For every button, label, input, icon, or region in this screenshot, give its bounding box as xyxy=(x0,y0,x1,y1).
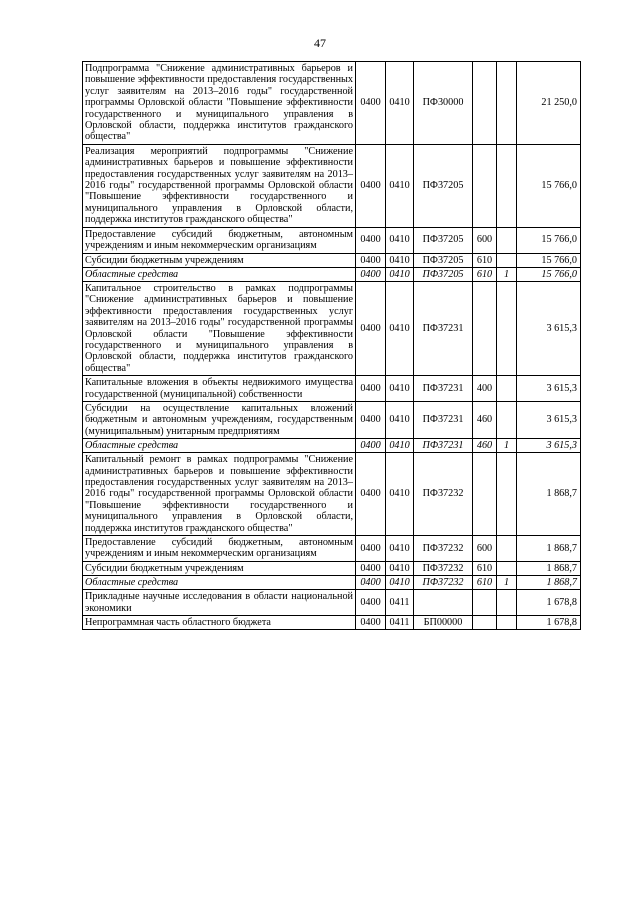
section-code-cell: 0400 xyxy=(356,439,386,453)
table-row xyxy=(83,376,581,402)
subsection-code-cell: 0411 xyxy=(386,616,414,630)
table-row xyxy=(83,144,581,227)
expense-type-cell xyxy=(473,616,497,630)
section-code-cell: 0400 xyxy=(356,576,386,590)
section-code-cell: 0400 xyxy=(356,401,386,438)
funding-source-cell xyxy=(497,376,517,402)
funding-source-cell xyxy=(497,590,517,616)
row-name-cell: Областные средства xyxy=(83,267,356,281)
target-article-cell: ПФ37232 xyxy=(414,453,473,536)
row-name-cell: Областные средства xyxy=(83,439,356,453)
subsection-code-cell: 0410 xyxy=(386,227,414,253)
subsection-code-cell: 0410 xyxy=(386,253,414,267)
expense-type-cell: 610 xyxy=(473,561,497,575)
section-code-cell: 0400 xyxy=(356,227,386,253)
section-code-cell: 0400 xyxy=(356,62,386,145)
funding-source-cell xyxy=(497,144,517,227)
funding-source-cell xyxy=(497,561,517,575)
table-row xyxy=(83,590,581,616)
section-code-cell: 0400 xyxy=(356,281,386,375)
target-article-cell: ПФ37232 xyxy=(414,536,473,562)
section-code-cell: 0400 xyxy=(356,376,386,402)
amount-cell: 1 868,7 xyxy=(517,453,581,536)
section-code-cell: 0400 xyxy=(356,536,386,562)
target-article-cell: ПФ37232 xyxy=(414,576,473,590)
row-name-cell: Непрограммная часть областного бюджета xyxy=(83,616,356,630)
amount-cell: 3 615,3 xyxy=(517,439,581,453)
section-code-cell: 0400 xyxy=(356,561,386,575)
subsection-code-cell: 0410 xyxy=(386,401,414,438)
section-code-cell: 0400 xyxy=(356,267,386,281)
funding-source-cell: 1 xyxy=(497,267,517,281)
row-name-cell: Субсидии на осуществление капитальных вложений бюджетным и автономным учреждениям, государственным (муниципальным) унитарным предприятиям xyxy=(83,401,356,438)
table-row xyxy=(83,401,581,438)
row-name-cell: Капитальные вложения в объекты недвижимого имущества государственной (муниципальной) собственности xyxy=(83,376,356,402)
subsection-code-cell: 0410 xyxy=(386,281,414,375)
target-article-cell xyxy=(414,590,473,616)
section-code-cell: 0400 xyxy=(356,590,386,616)
row-name-cell: Подпрограмма "Снижение административных барьеров и повышение эффективности предоставления государственных услуг заявителям на 2013–2016 годы" государственной программы Орловской области "Повышение эффективности государственного и муниципального управления в Орловской области, поддержка институтов гражданского общества" xyxy=(83,62,356,145)
funding-source-cell xyxy=(497,453,517,536)
funding-source-cell xyxy=(497,253,517,267)
expense-type-cell: 610 xyxy=(473,576,497,590)
expense-type-cell xyxy=(473,453,497,536)
funding-source-cell xyxy=(497,62,517,145)
subsection-code-cell: 0410 xyxy=(386,561,414,575)
target-article-cell: БП00000 xyxy=(414,616,473,630)
amount-cell: 1 868,7 xyxy=(517,536,581,562)
expense-type-cell: 610 xyxy=(473,267,497,281)
subsection-code-cell: 0410 xyxy=(386,267,414,281)
subsection-code-cell: 0410 xyxy=(386,536,414,562)
subsection-code-cell: 0410 xyxy=(386,439,414,453)
table-row xyxy=(83,281,581,375)
target-article-cell: ПФ37205 xyxy=(414,144,473,227)
target-article-cell: ПФ37205 xyxy=(414,227,473,253)
table-row xyxy=(83,227,581,253)
target-article-cell: ПФ37232 xyxy=(414,561,473,575)
expense-type-cell xyxy=(473,281,497,375)
subsection-code-cell: 0410 xyxy=(386,376,414,402)
table-row xyxy=(83,536,581,562)
subsection-code-cell: 0411 xyxy=(386,590,414,616)
row-name-cell: Предоставление субсидий бюджетным, автономным учреждениям и иным некоммерческим организациям xyxy=(83,536,356,562)
table-row xyxy=(83,453,581,536)
row-name-cell: Областные средства xyxy=(83,576,356,590)
table-row xyxy=(83,253,581,267)
amount-cell: 3 615,3 xyxy=(517,281,581,375)
section-code-cell: 0400 xyxy=(356,616,386,630)
table-body xyxy=(83,62,581,630)
funding-source-cell xyxy=(497,401,517,438)
budget-table xyxy=(82,61,581,630)
amount-cell: 3 615,3 xyxy=(517,401,581,438)
subsection-code-cell: 0410 xyxy=(386,62,414,145)
expense-type-cell: 600 xyxy=(473,536,497,562)
expense-type-cell xyxy=(473,590,497,616)
row-name-cell: Субсидии бюджетным учреждениям xyxy=(83,561,356,575)
page-number: 47 xyxy=(314,36,326,50)
target-article-cell: ПФ37205 xyxy=(414,267,473,281)
table-row xyxy=(83,576,581,590)
row-name-cell: Реализация мероприятий подпрограммы "Снижение административных барьеров и повышение эффективности предоставления государственных услуг заявителям на 2013–2016 годы" государственной программы Орловской области "Повышение эффективности государственного и муниципального управления в Орловской области, поддержка институтов гражданского общества" xyxy=(83,144,356,227)
table-row xyxy=(83,267,581,281)
section-code-cell: 0400 xyxy=(356,253,386,267)
expense-type-cell xyxy=(473,144,497,227)
target-article-cell: ПФ37231 xyxy=(414,281,473,375)
funding-source-cell xyxy=(497,616,517,630)
amount-cell: 15 766,0 xyxy=(517,253,581,267)
funding-source-cell xyxy=(497,281,517,375)
target-article-cell: ПФ37231 xyxy=(414,376,473,402)
amount-cell: 1 868,7 xyxy=(517,561,581,575)
amount-cell: 1 678,8 xyxy=(517,590,581,616)
target-article-cell: ПФ37231 xyxy=(414,401,473,438)
amount-cell: 3 615,3 xyxy=(517,376,581,402)
table-row xyxy=(83,439,581,453)
funding-source-cell: 1 xyxy=(497,439,517,453)
target-article-cell: ПФ30000 xyxy=(414,62,473,145)
amount-cell: 1 868,7 xyxy=(517,576,581,590)
amount-cell: 15 766,0 xyxy=(517,227,581,253)
expense-type-cell: 460 xyxy=(473,439,497,453)
expense-type-cell: 600 xyxy=(473,227,497,253)
table-row xyxy=(83,561,581,575)
funding-source-cell xyxy=(497,536,517,562)
table-row xyxy=(83,62,581,145)
amount-cell: 15 766,0 xyxy=(517,144,581,227)
expense-type-cell: 400 xyxy=(473,376,497,402)
section-code-cell: 0400 xyxy=(356,144,386,227)
row-name-cell: Субсидии бюджетным учреждениям xyxy=(83,253,356,267)
target-article-cell: ПФ37231 xyxy=(414,439,473,453)
subsection-code-cell: 0410 xyxy=(386,144,414,227)
subsection-code-cell: 0410 xyxy=(386,576,414,590)
table-row xyxy=(83,616,581,630)
row-name-cell: Капитальное строительство в рамках подпрограммы "Снижение административных барьеров и повышение эффективности предоставления государственных услуг заявителям на 2013–2016 годы" государственной программы Орловской области "Повышение эффективности государственного и муниципального управления в Орловской области, поддержка институтов гражданского общества" xyxy=(83,281,356,375)
section-code-cell: 0400 xyxy=(356,453,386,536)
row-name-cell: Предоставление субсидий бюджетным, автономным учреждениям и иным некоммерческим организациям xyxy=(83,227,356,253)
amount-cell: 21 250,0 xyxy=(517,62,581,145)
expense-type-cell: 610 xyxy=(473,253,497,267)
funding-source-cell: 1 xyxy=(497,576,517,590)
row-name-cell: Прикладные научные исследования в области национальной экономики xyxy=(83,590,356,616)
amount-cell: 15 766,0 xyxy=(517,267,581,281)
expense-type-cell xyxy=(473,62,497,145)
funding-source-cell xyxy=(497,227,517,253)
row-name-cell: Капитальный ремонт в рамках подпрограммы "Снижение административных барьеров и повышение эффективности предоставления государственных услуг заявителям на 2013–2016 годы" государственной программы Орловской области "Повышение эффективности государственного и муниципального управления в Орловской области, поддержка институтов гражданского общества" xyxy=(83,453,356,536)
amount-cell: 1 678,8 xyxy=(517,616,581,630)
target-article-cell: ПФ37205 xyxy=(414,253,473,267)
expense-type-cell: 460 xyxy=(473,401,497,438)
subsection-code-cell: 0410 xyxy=(386,453,414,536)
